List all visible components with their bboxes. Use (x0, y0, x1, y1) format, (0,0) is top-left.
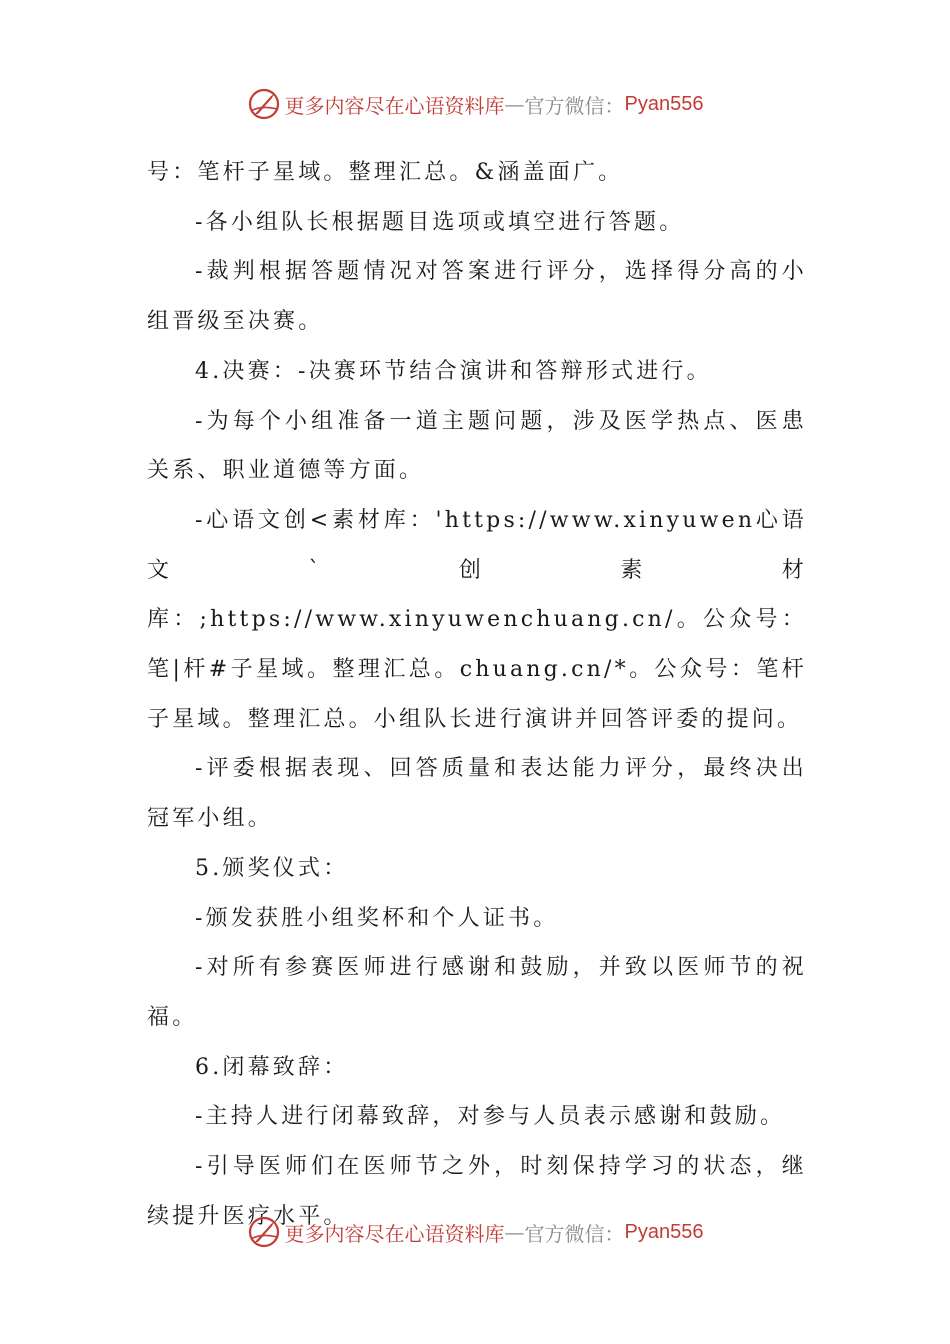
paragraph-7: -评委根据表现、回答质量和表达能力评分，最终决出冠军小组。 (147, 756, 807, 832)
footer-banner (0, 1212, 950, 1252)
paragraph-12: -主持人进行闭幕致辞，对参与人员表示感谢和鼓励。 (195, 1104, 786, 1130)
paragraph-2: -各小组队长根据题目选项或填空进行答题。 (195, 209, 685, 235)
footer-banner-sub: 官方微信： (524, 1221, 625, 1246)
paragraph-1: 号：笔杆子星域。整理汇总。&涵盖面广。 (147, 160, 624, 185)
header-banner-main: 更多内容尽在心语资料库 (284, 93, 505, 118)
footer-banner-id: Pyan556 (624, 1220, 704, 1243)
paragraph-13: -引导医师们在医师节之外，时刻保持学习的状态，继续提升医疗水平。 (147, 1154, 807, 1229)
header-banner-separator: — (504, 92, 525, 116)
paragraph-6: -心语文创<素材库：'https://www.xinyuwen心语文`创素材库：;https://www.xinyuwenchuang.cn/。公众号：笔|杆#子星域。整理汇总。chuang.cn/*。公众号：笔杆子星域。整理汇总。小组队长进行演讲并回答评委的提问。 (147, 507, 807, 732)
document-body (147, 148, 807, 1241)
paragraph-11: 6.闭幕致辞： (195, 1054, 349, 1080)
paragraph-5: -为每个小组准备一道主题问题，涉及医学热点、医患关系、职业道德等方面。 (147, 408, 807, 484)
paragraph-9: -颁发获胜小组奖杯和个人证书。 (195, 905, 559, 931)
quill-pen-logo-icon (247, 87, 281, 121)
paragraph-3: -裁判根据答题情况对答案进行评分，选择得分高的小组晋级至决赛。 (147, 259, 807, 335)
paragraph-8: 5.颁奖仪式： (195, 855, 349, 881)
header-banner-sub: 官方微信： (524, 93, 625, 118)
paragraph-10: -对所有参赛医师进行感谢和鼓励，并致以医师节的祝福。 (147, 955, 807, 1030)
paragraph-4: 4.决赛：-决赛环节结合演讲和答辩形式进行。 (195, 358, 712, 384)
quill-pen-logo-icon (247, 1215, 281, 1249)
footer-banner-separator: — (504, 1220, 525, 1244)
header-banner (0, 84, 950, 124)
header-banner-id: Pyan556 (624, 92, 704, 115)
footer-banner-main: 更多内容尽在心语资料库 (284, 1221, 505, 1246)
